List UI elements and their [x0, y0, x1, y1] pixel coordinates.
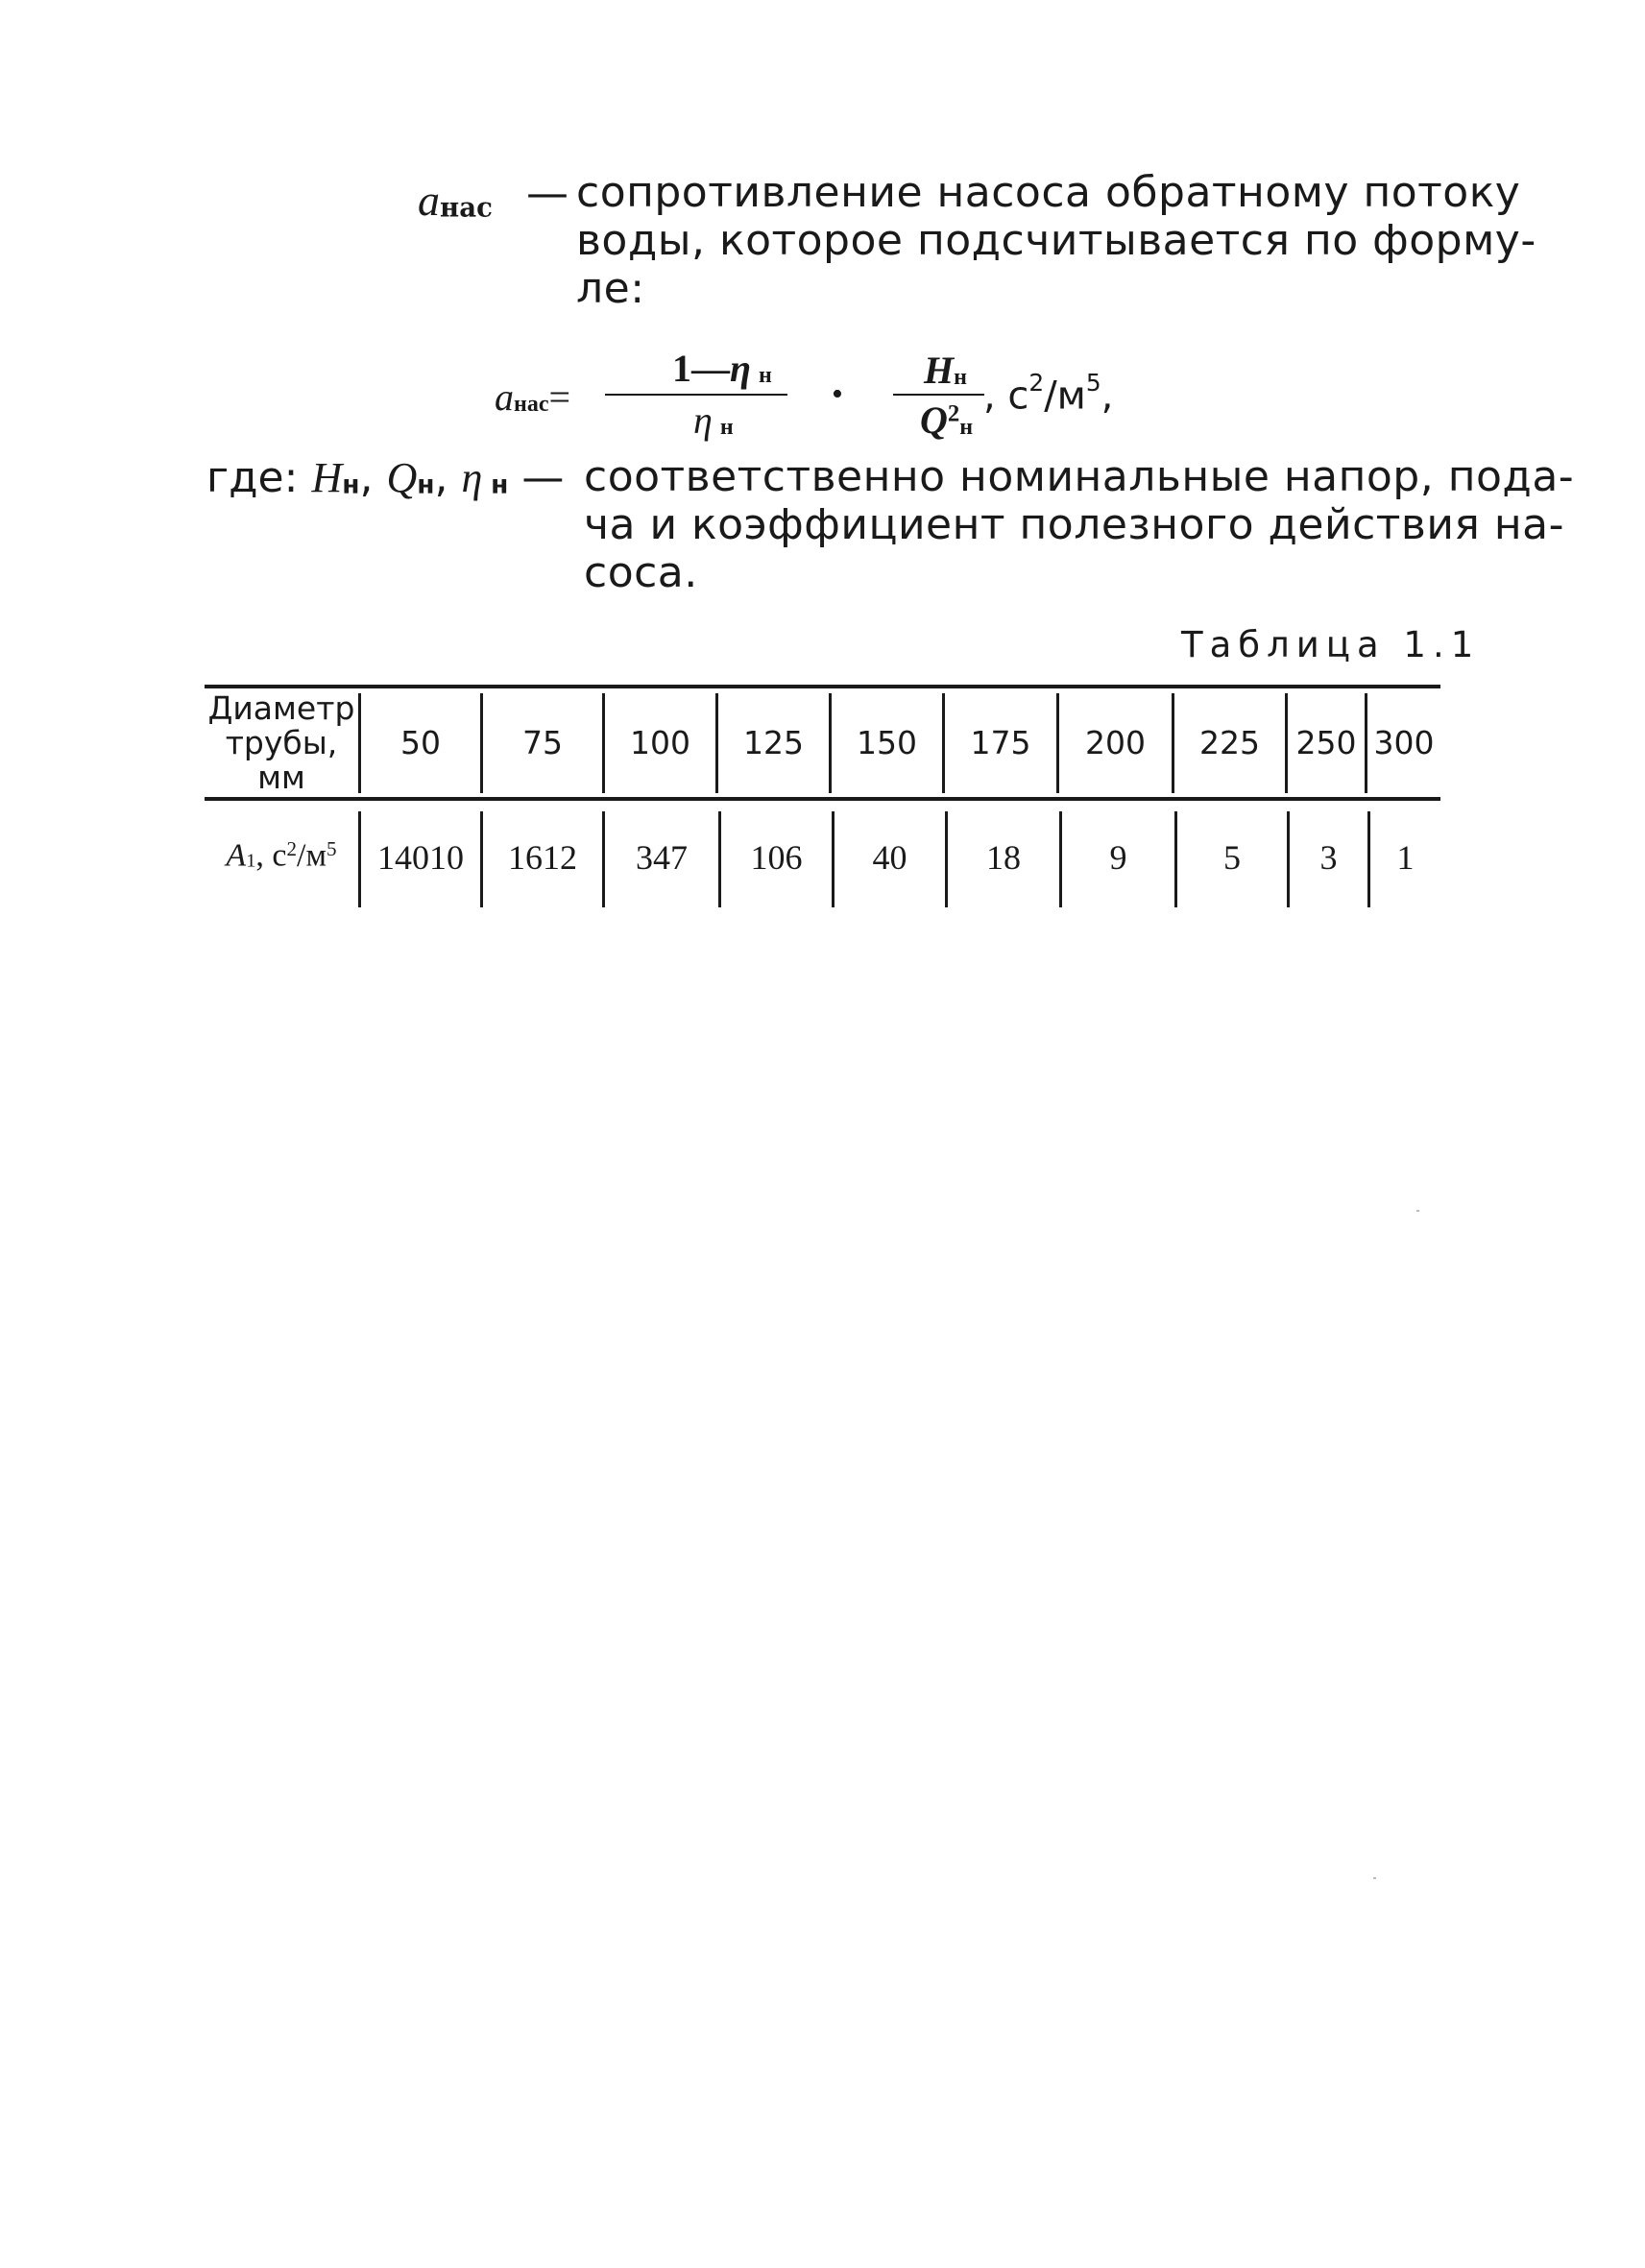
where-line-3: coca. — [584, 548, 698, 597]
value-cell: 14010 — [377, 838, 464, 877]
den2-sup: 2 — [947, 400, 960, 427]
num1-prefix: 1— — [672, 347, 730, 390]
definition-line-2: воды, которое подсчитывается по форму- — [576, 216, 1536, 265]
where-line-2: ча и коэффициент полезного действия на- — [584, 500, 1564, 549]
where-q-sub: н — [417, 470, 435, 500]
scan-speck — [1373, 1877, 1376, 1879]
definition-line-1: сопротивление насоса обратному потоку — [576, 168, 1521, 217]
table-header-rule — [205, 797, 1440, 801]
scan-speck — [1416, 1210, 1419, 1212]
formula-unit — [983, 369, 1113, 419]
value-cell: 106 — [750, 838, 803, 877]
row-label-sub: 1 — [246, 850, 256, 872]
fraction-2-denominator — [920, 398, 973, 443]
table-top-rule — [205, 685, 1440, 688]
where-comma-1: , — [359, 453, 374, 502]
unit-sup-2: 5 — [1085, 369, 1101, 397]
fraction-2-bar — [893, 394, 984, 396]
fraction-1-denominator — [693, 398, 734, 443]
value-cell: 1612 — [508, 838, 577, 877]
den1-eta: η — [693, 398, 713, 442]
den2-symbol: Q — [920, 398, 948, 442]
where-word: где: — [206, 453, 299, 502]
value-cell: 40 — [872, 838, 907, 877]
row-label-unit-prefix: , с — [255, 837, 287, 874]
symbol-subscript: нас — [440, 191, 493, 224]
definition-dash: — — [526, 169, 568, 218]
header-cell-diameter: 200 — [1085, 724, 1146, 761]
value-cell: 3 — [1319, 838, 1338, 877]
where-comma-2: , — [434, 453, 448, 502]
unit-suffix: , — [1101, 374, 1114, 419]
formula-lhs-subscript: нас — [514, 392, 549, 418]
num2-sub: н — [954, 365, 967, 391]
fraction-1-numerator — [672, 346, 772, 391]
header-cell-diameter: 50 — [400, 724, 441, 761]
header-cell-diameter: 250 — [1295, 724, 1357, 761]
fraction-2-numerator — [924, 348, 967, 393]
formula-equals: = — [548, 375, 571, 419]
value-cell: 18 — [986, 838, 1021, 877]
header-cell-diameter: 100 — [630, 724, 690, 761]
symbol-a: a — [418, 176, 440, 225]
value-cell: 9 — [1109, 838, 1127, 877]
header-cell-diameter: 150 — [857, 724, 917, 761]
header-stub-line-1: Диаметр — [207, 689, 355, 727]
header-cell-diameter: 175 — [970, 724, 1031, 761]
header-cell-diameter: 75 — [522, 724, 563, 761]
row-label-unit-mid: /м — [297, 837, 327, 874]
num1-eta: η — [730, 347, 751, 390]
table-caption: Таблица 1.1 — [1181, 624, 1481, 665]
where-dash: — — [521, 453, 565, 502]
definition-symbol — [418, 174, 493, 226]
header-stub-line-2: трубы, — [225, 724, 338, 761]
header-cell-diameter: 225 — [1199, 724, 1260, 761]
header-cell-diameter: 300 — [1373, 724, 1435, 761]
header-stub-line-3: мм — [257, 759, 305, 796]
num2-symbol: H — [924, 349, 955, 392]
definition-line-3: ле: — [576, 264, 645, 313]
num1-sub: н — [758, 363, 772, 389]
row-label — [205, 837, 358, 875]
where-h-symbol: H — [311, 454, 343, 501]
den1-sub: н — [719, 415, 734, 441]
den2-sub: н — [959, 415, 974, 441]
unit-sup-1: 2 — [1028, 369, 1045, 397]
fraction-1-bar — [605, 394, 787, 396]
where-lead — [206, 453, 564, 502]
formula-lhs — [495, 374, 570, 420]
where-h-sub: н — [342, 470, 360, 500]
row-label-sup-1: 2 — [286, 837, 298, 860]
where-eta-sub: н — [491, 470, 509, 500]
where-eta-symbol: η — [461, 454, 483, 501]
where-line-1: соответственно номинальные напор, пода- — [584, 452, 1575, 501]
unit-prefix: , с — [983, 374, 1029, 419]
row-label-sup-2: 5 — [327, 837, 337, 860]
unit-mid: /м — [1044, 374, 1086, 419]
formula-lhs-symbol: a — [495, 375, 514, 419]
row-label-symbol: A — [226, 837, 247, 874]
table-header-stub — [205, 691, 358, 795]
value-cell: 347 — [636, 838, 688, 877]
value-cell: 1 — [1396, 838, 1415, 877]
where-q-symbol: Q — [386, 454, 418, 501]
header-cell-diameter: 125 — [743, 724, 804, 761]
value-cell: 5 — [1223, 838, 1241, 877]
formula-times: • — [832, 376, 843, 412]
